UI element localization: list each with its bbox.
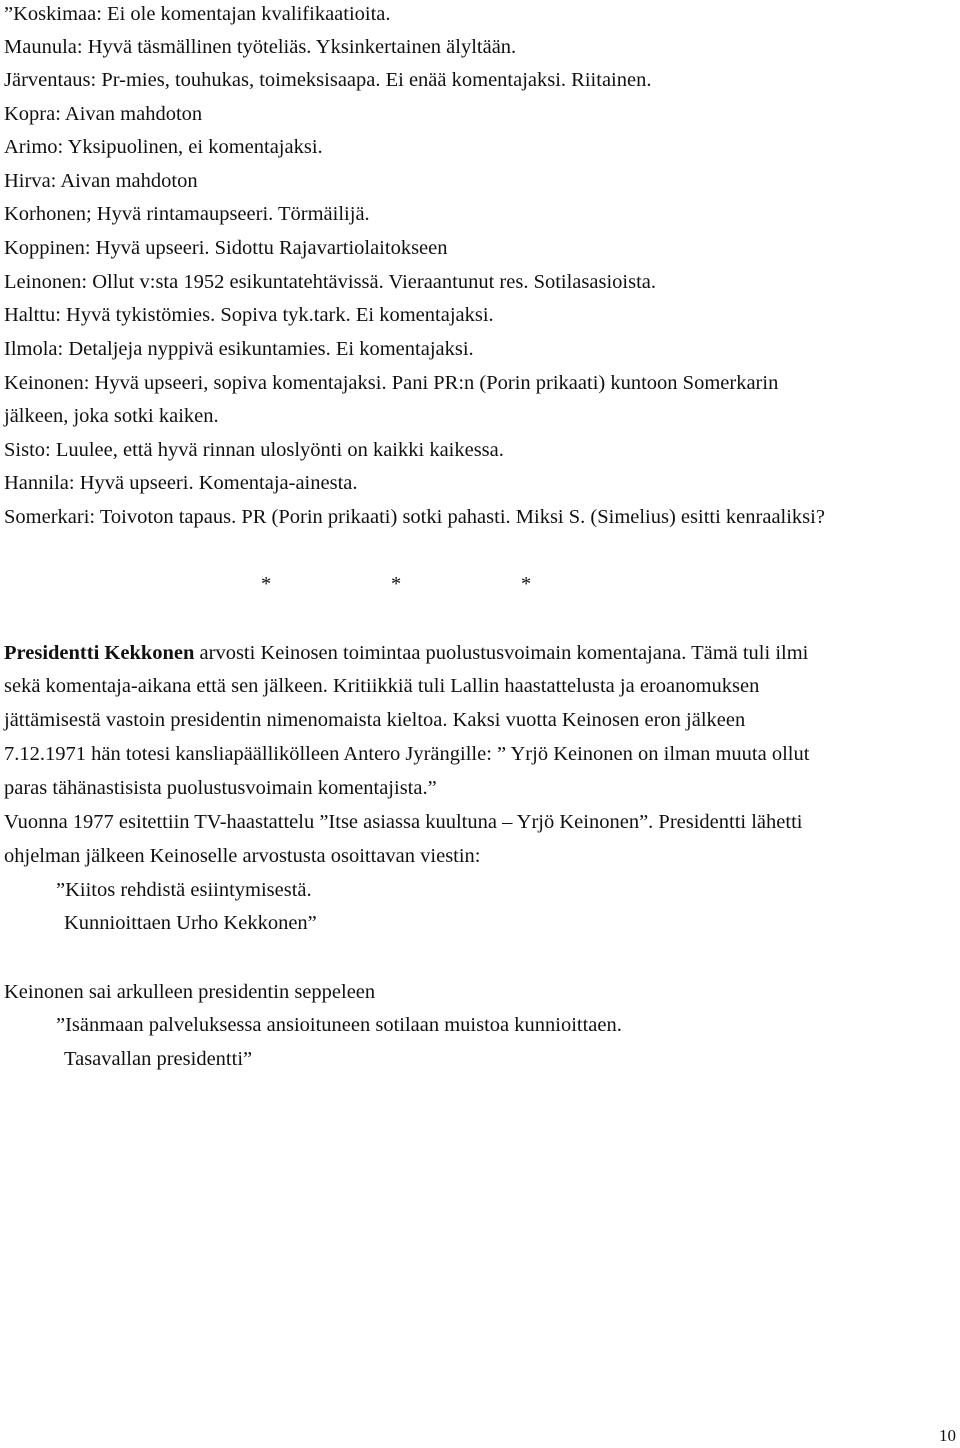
comment-line: Halttu: Hyvä tykistömies. Sopiva tyk.tark. Ei komentajaksi. xyxy=(4,304,494,326)
separator-star: * xyxy=(521,573,532,595)
section-separator xyxy=(4,572,954,596)
comment-line: Koppinen: Hyvä upseeri. Sidottu Rajavartiolaitokseen xyxy=(4,237,448,259)
bold-lead: Presidentti Kekkonen xyxy=(4,642,195,664)
paragraph-line: ohjelman jälkeen Keinoselle arvostusta osoittavan viestin: xyxy=(4,845,481,867)
separator-star: * xyxy=(391,573,402,595)
comment-line: Ilmola: Detaljeja nyppivä esikuntamies. Ei komentajaksi. xyxy=(4,338,474,360)
comment-line: Leinonen: Ollut v:sta 1952 esikuntatehtävissä. Vieraantunut res. Sotilasasioista. xyxy=(4,271,656,293)
paragraph-line: Keinonen sai arkulleen presidentin seppeleen xyxy=(4,981,376,1003)
paragraph-line xyxy=(4,641,808,665)
paragraph-line: Vuonna 1977 esitettiin TV-haastattelu ”Itse asiassa kuultuna – Yrjö Keinonen”. Presidentti lähetti xyxy=(4,811,803,833)
comment-line: Korhonen; Hyvä rintamaupseeri. Törmäilijä. xyxy=(4,203,370,225)
quote-line: Kunnioittaen Urho Kekkonen” xyxy=(64,912,317,934)
comment-line: Järventaus: Pr-mies, touhukas, toimeksisaapa. Ei enää komentajaksi. Riitainen. xyxy=(4,69,652,91)
comment-line: ”Koskimaa: Ei ole komentajan kvalifikaatioita. xyxy=(4,3,391,25)
document-page xyxy=(4,0,954,1448)
comment-line: Sisto: Luulee, että hyvä rinnan uloslyönti on kaikki kaikessa. xyxy=(4,439,504,461)
quote-line: ”Kiitos rehdistä esiintymisestä. xyxy=(56,879,312,901)
paragraph-line: 7.12.1971 hän totesi kansliapäällikölleen Antero Jyrängille: ” Yrjö Keinonen on ilman muuta ollut xyxy=(4,743,810,765)
separator-star: * xyxy=(261,573,272,595)
comment-line: Hannila: Hyvä upseeri. Komentaja-ainesta. xyxy=(4,472,358,494)
paragraph-text: arvosti Keinosen toimintaa puolustusvoimain komentajana. Tämä tuli ilmi xyxy=(194,642,809,664)
page-number: 10 xyxy=(939,1426,956,1445)
comment-line: Kopra: Aivan mahdoton xyxy=(4,103,203,125)
paragraph-line: sekä komentaja-aikana että sen jälkeen. Kritiikkiä tuli Lallin haastattelusta ja eroanomuksen xyxy=(4,675,760,697)
comment-line: Arimo: Yksipuolinen, ei komentajaksi. xyxy=(4,136,323,158)
comment-line: Somerkari: Toivoton tapaus. PR (Porin prikaati) sotki pahasti. Miksi S. (Simelius) esitti kenraaliksi? xyxy=(4,506,825,528)
quote-line: Tasavallan presidentti” xyxy=(64,1048,253,1070)
paragraph-line: jättämisestä vastoin presidentin nimenomaista kieltoa. Kaksi vuotta Keinosen eron jälkeen xyxy=(4,709,746,731)
comment-line: Hirva: Aivan mahdoton xyxy=(4,170,198,192)
paragraph-line: paras tähänastisista puolustusvoimain komentajista.” xyxy=(4,777,437,799)
comment-line: Keinonen: Hyvä upseeri, sopiva komentajaksi. Pani PR:n (Porin prikaati) kuntoon Somerkarin xyxy=(4,372,779,394)
comment-line: Maunula: Hyvä täsmällinen työteliäs. Yksinkertainen älyltään. xyxy=(4,36,517,58)
quote-line: ”Isänmaan palveluksessa ansioituneen sotilaan muistoa kunnioittaen. xyxy=(56,1014,622,1036)
comment-line: jälkeen, joka sotki kaiken. xyxy=(4,405,219,427)
